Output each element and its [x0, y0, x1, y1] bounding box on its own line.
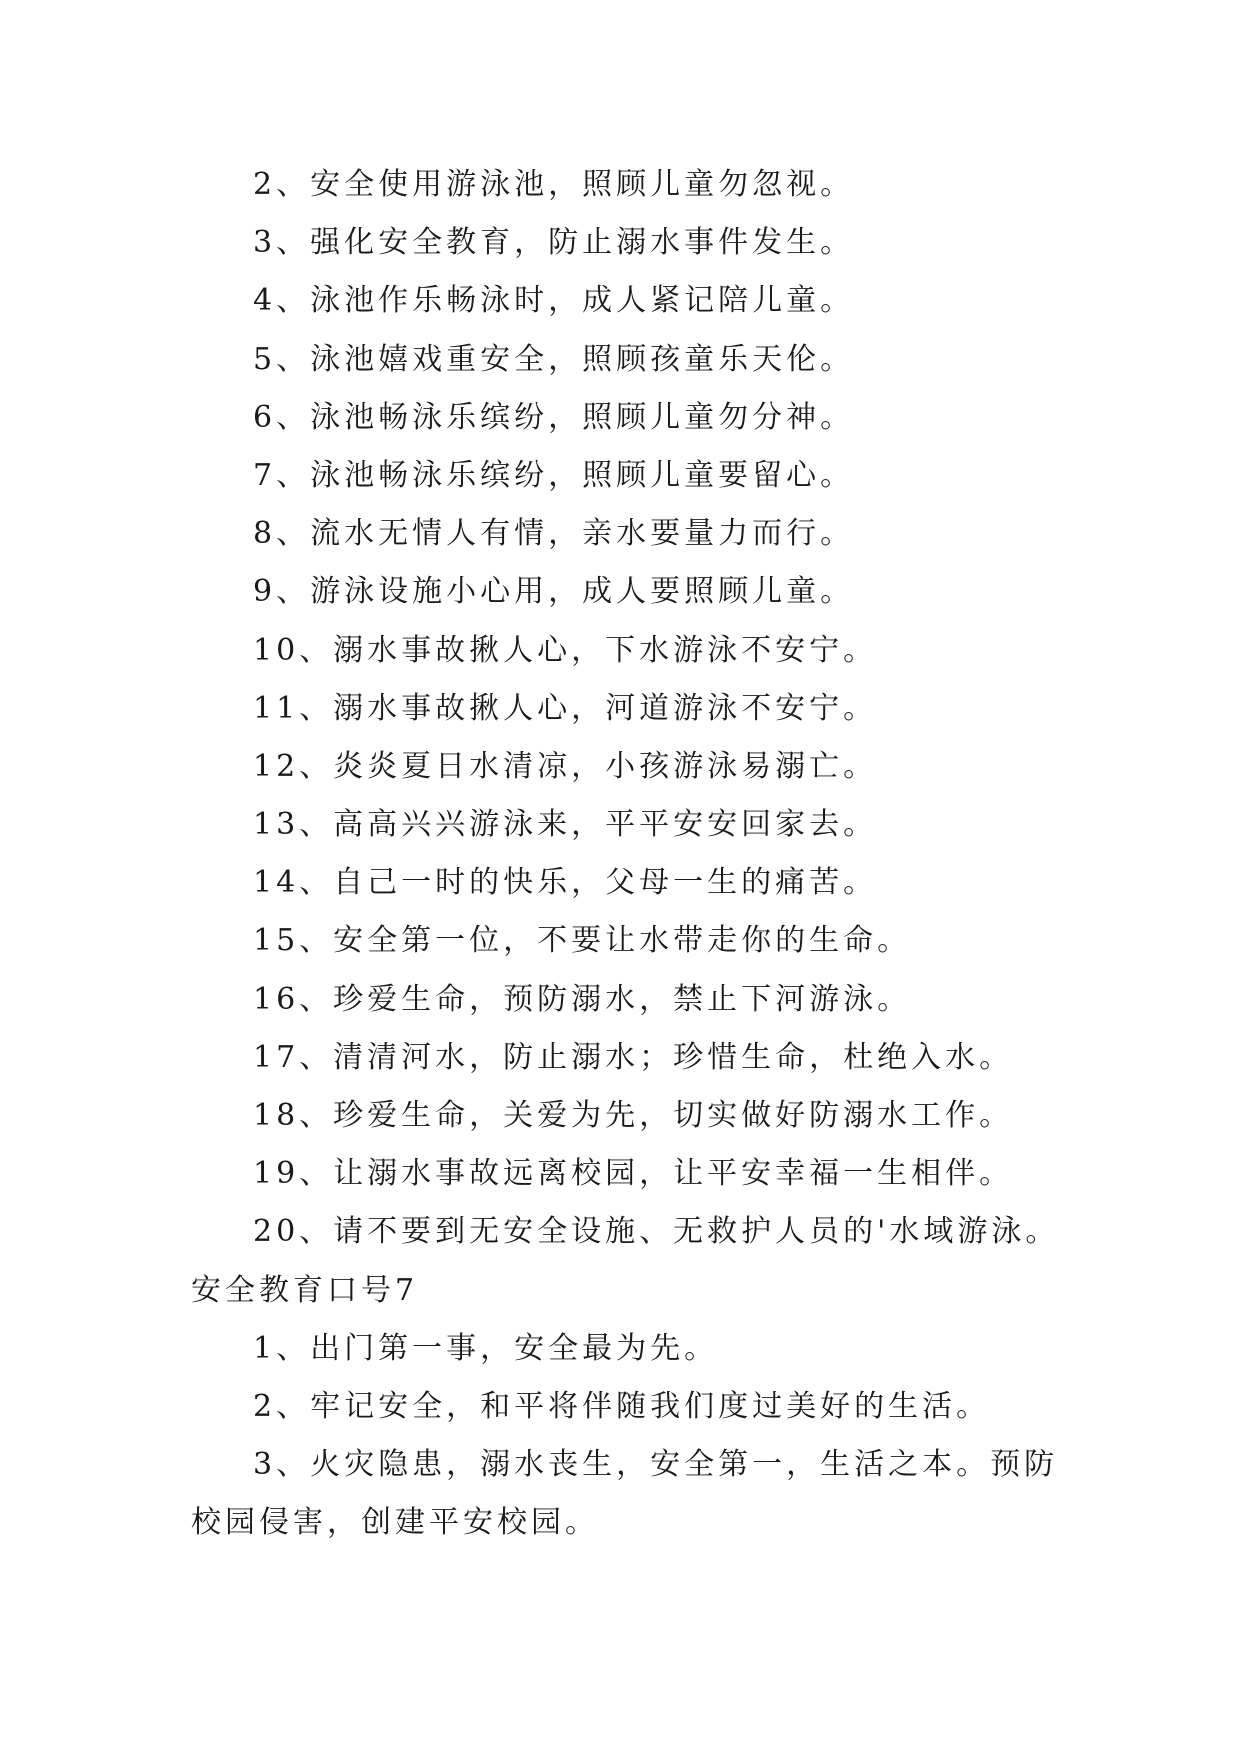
- slogan-item-9: 9、游泳设施小心用，成人要照顾儿童。: [253, 574, 855, 610]
- slogan-item-3b-line2: 校园侵害，创建平安校园。: [191, 1505, 599, 1541]
- slogan-item-2: 2、安全使用游泳池，照顾儿童勿忽视。: [253, 167, 855, 202]
- slogan-item-12: 12、炎炎夏日水清凉，小孩游泳易溺亡。: [253, 748, 878, 784]
- slogan-item-17: 17、清清河水，防止溺水；珍惜生命，杜绝入水。: [253, 1039, 1014, 1075]
- slogan-item-3: 3、强化安全教育，防止溺水事件发生。: [253, 225, 855, 261]
- slogan-item-14: 14、自己一时的快乐，父母一生的痛苦。: [253, 865, 878, 901]
- section-heading: 安全教育口号7: [191, 1272, 419, 1308]
- slogan-item-11: 11、溺水事故揪人心，河道游泳不安宁。: [253, 690, 878, 726]
- slogan-item-4: 4、泳池作乐畅泳时，成人紧记陪儿童。: [253, 283, 855, 319]
- slogan-item-18: 18、珍爱生命，关爱为先，切实做好防溺水工作。: [253, 1098, 1014, 1133]
- slogan-item-3b: [191, 1436, 1071, 1552]
- document-body: [191, 156, 1071, 1553]
- slogan-item-8: 8、流水无情人有情，亲水要量力而行。: [253, 516, 855, 552]
- slogan-item-6: 6、泳池畅泳乐缤纷，照顾儿童勿分神。: [253, 399, 855, 435]
- slogan-item-2b: 2、牢记安全，和平将伴随我们度过美好的生活。: [253, 1388, 991, 1424]
- slogan-item-10: 10、溺水事故揪人心，下水游泳不安宁。: [253, 632, 878, 668]
- slogan-item-1: 1、出门第一事，安全最为先。: [253, 1330, 719, 1366]
- slogan-item-15: 15、安全第一位，不要让水带走你的生命。: [253, 923, 912, 959]
- slogan-item-7: 7、泳池畅泳乐缤纷，照顾儿童要留心。: [253, 457, 855, 493]
- slogan-item-19: 19、让溺水事故远离校园，让平安幸福一生相伴。: [253, 1156, 1014, 1192]
- slogan-item-3b-line1: 3、火灾隐患，溺水丧生，安全第一，生活之本。预防: [253, 1447, 1059, 1483]
- slogan-item-13: 13、高高兴兴游泳来，平平安安回家去。: [253, 807, 878, 843]
- slogan-item-16: 16、珍爱生命，预防溺水，禁止下河游泳。: [253, 981, 912, 1017]
- slogan-item-20: 20、请不要到无安全设施、无救护人员的'水域游泳。: [253, 1214, 1060, 1250]
- slogan-item-5: 5、泳池嬉戏重安全，照顾孩童乐天伦。: [253, 341, 855, 377]
